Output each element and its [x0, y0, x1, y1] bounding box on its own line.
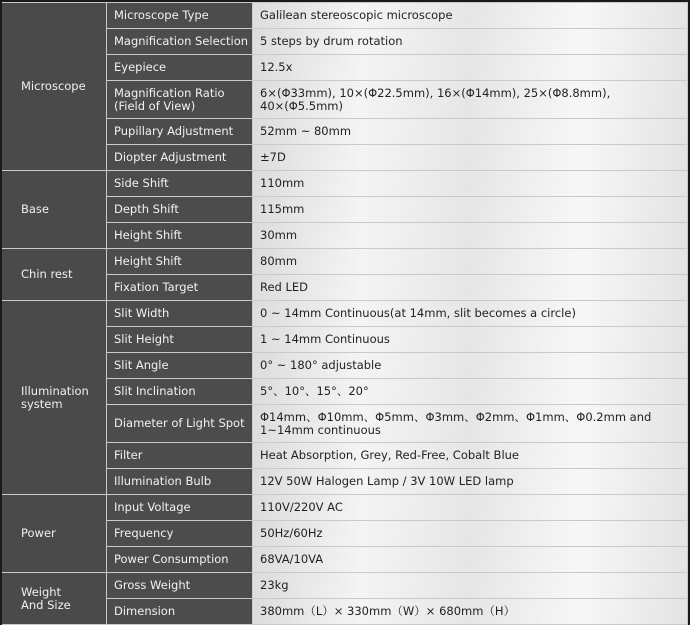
spec-value: Heat Absorption, Grey, Red-Free, Cobalt Blue [253, 443, 688, 469]
spec-value: 0° ~ 180° adjustable [253, 353, 688, 379]
spec-row [3, 249, 688, 275]
spec-value: 5 steps by drum rotation [253, 29, 688, 55]
spec-value: 6×(Φ33mm), 10×(Φ22.5mm), 16×(Φ14mm), 25×(Φ8.8mm), 40×(Φ5.5mm) [253, 81, 688, 119]
spec-label: Side Shift [107, 171, 253, 197]
spec-value: 110mm [253, 171, 688, 197]
spec-label: Slit Inclination [107, 379, 253, 405]
spec-value: 50Hz/60Hz [253, 521, 688, 547]
spec-label: Frequency [107, 521, 253, 547]
spec-value: 380mm（L）× 330mm（W）× 680mm（H） [253, 599, 688, 625]
spec-label: Slit Angle [107, 353, 253, 379]
group-label: Power [3, 495, 107, 573]
spec-row [3, 171, 688, 197]
spec-label: Dimension [107, 599, 253, 625]
specification-table [2, 2, 688, 625]
group-label: Weight And Size [3, 573, 107, 625]
spec-label: Microscope Type [107, 3, 253, 29]
spec-label: Magnification Ratio (Field of View) [107, 81, 253, 119]
spec-value: 1 ~ 14mm Continuous [253, 327, 688, 353]
spec-value: 80mm [253, 249, 688, 275]
spec-label: Power Consumption [107, 547, 253, 573]
spec-value: 23kg [253, 573, 688, 599]
spec-value: 12V 50W Halogen Lamp / 3V 10W LED lamp [253, 469, 688, 495]
spec-value: 12.5x [253, 55, 688, 81]
spec-label: Illumination Bulb [107, 469, 253, 495]
group-label: Illumination system [3, 301, 107, 495]
spec-label: Diameter of Light Spot [107, 405, 253, 443]
spec-value: 68VA/10VA [253, 547, 688, 573]
spec-label: Diopter Adjustment [107, 145, 253, 171]
spec-label: Input Voltage [107, 495, 253, 521]
spec-value: 52mm ~ 80mm [253, 119, 688, 145]
spec-value: 110V/220V AC [253, 495, 688, 521]
spec-value: 30mm [253, 223, 688, 249]
spec-value: ±7D [253, 145, 688, 171]
spec-row [3, 301, 688, 327]
spec-row [3, 573, 688, 599]
spec-value: Φ14mm、Φ10mm、Φ5mm、Φ3mm、Φ2mm、Φ1mm、Φ0.2mm and 1~14mm continuous [253, 405, 688, 443]
spec-label: Slit Height [107, 327, 253, 353]
group-label: Base [3, 171, 107, 249]
spec-value: 115mm [253, 197, 688, 223]
spec-label: Depth Shift [107, 197, 253, 223]
spec-label: Eyepiece [107, 55, 253, 81]
spec-label: Height Shift [107, 223, 253, 249]
spec-value: Red LED [253, 275, 688, 301]
spec-label: Fixation Target [107, 275, 253, 301]
spec-value: 0 ~ 14mm Continuous(at 14mm, slit becomes a circle) [253, 301, 688, 327]
spec-value: 5°、10°、15°、20° [253, 379, 688, 405]
spec-value: Galilean stereoscopic microscope [253, 3, 688, 29]
spec-label: Height Shift [107, 249, 253, 275]
spec-row [3, 3, 688, 29]
group-label: Chin rest [3, 249, 107, 301]
spec-label: Pupillary Adjustment [107, 119, 253, 145]
specification-table-body [3, 3, 688, 625]
group-label: Microscope [3, 3, 107, 171]
spec-label: Gross Weight [107, 573, 253, 599]
spec-label: Magnification Selection [107, 29, 253, 55]
spec-label: Filter [107, 443, 253, 469]
spec-row [3, 495, 688, 521]
spec-label: Slit Width [107, 301, 253, 327]
